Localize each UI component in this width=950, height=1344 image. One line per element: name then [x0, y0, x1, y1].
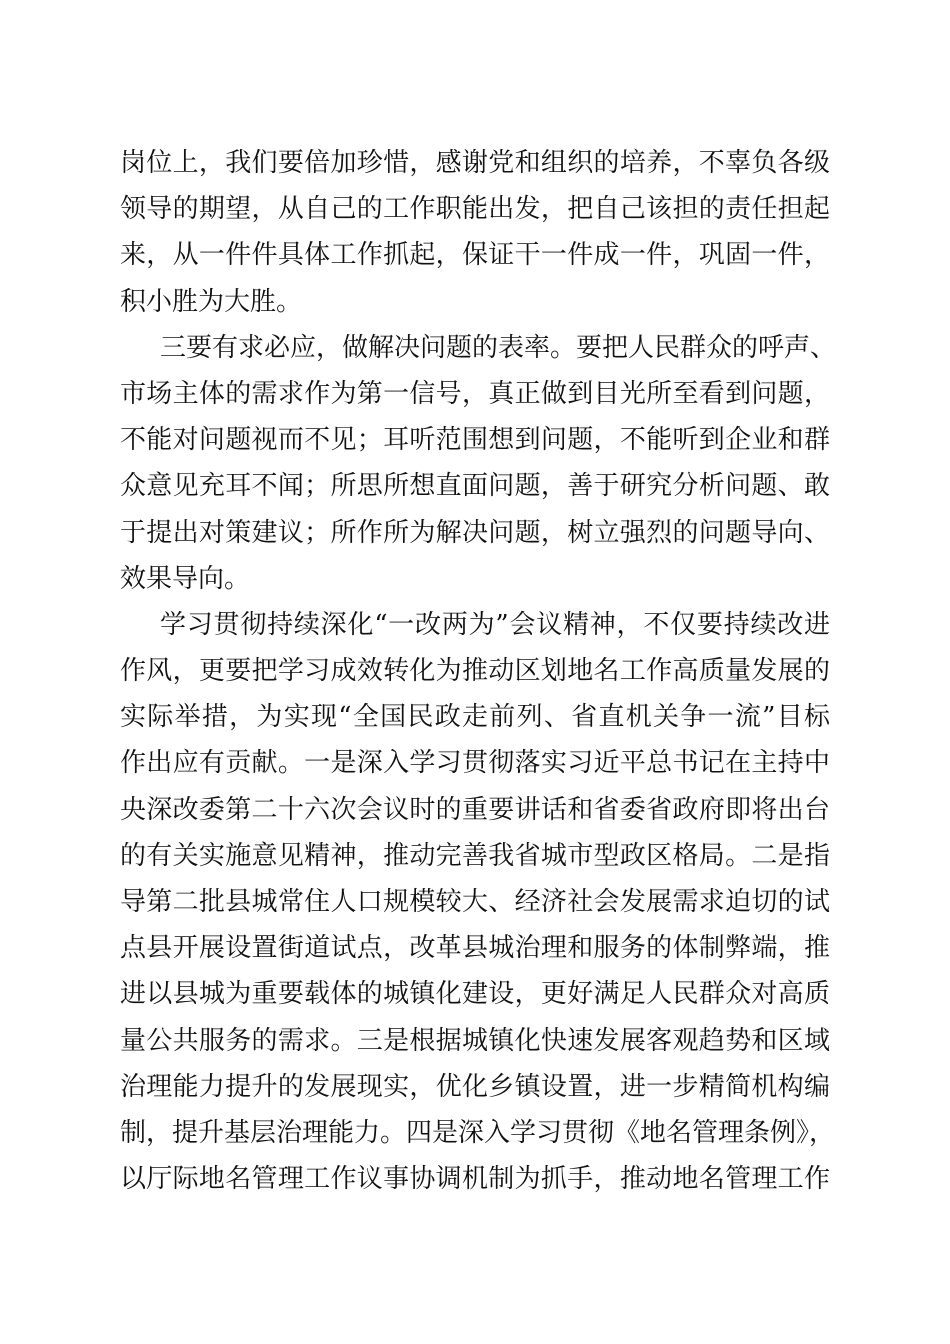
text-line: 以厅际地名管理工作议事协调机制为抓手，推动地名管理工作: [120, 1164, 830, 1195]
text-line: 于提出对策建议；所作所为解决问题，树立强烈的问题导向、: [120, 517, 830, 548]
text-line: 作风，更要把学习成效转化为推动区划地名工作高质量发展的: [120, 656, 830, 687]
text-line: 众意见充耳不闻；所思所想直面问题，善于研究分析问题、敢: [120, 471, 830, 502]
paragraph-start-line: 三要有求必应，做解决问题的表率。要把人民群众的呼声、: [160, 332, 837, 363]
text-line: 不能对问题视而不见；耳听范围想到问题，不能听到企业和群: [120, 425, 830, 456]
text-line: 领导的期望，从自己的工作职能出发，把自己该担的责任担起: [120, 194, 830, 225]
text-line: 实际举措，为实现“全国民政走前列、省直机关争一流”目标: [120, 702, 830, 733]
text-line: 来，从一件件具体工作抓起，保证干一件成一件，巩固一件，: [120, 240, 830, 271]
text-line: 效果导向。: [120, 563, 251, 594]
text-line: 的有关实施意见精神，推动完善我省城市型政区格局。二是指: [120, 840, 830, 871]
text-line: 制，提升基层治理能力。四是深入学习贯彻《地名管理条例》，: [120, 1117, 836, 1148]
text-line: 市场主体的需求作为第一信号，真正做到目光所至看到问题，: [120, 378, 830, 409]
text-line: 治理能力提升的发展现实，优化乡镇设置，进一步精简机构编: [120, 1071, 830, 1102]
document-body: [120, 140, 837, 1202]
text-line: 量公共服务的需求。三是根据城镇化快速发展客观趋势和区域: [120, 1025, 830, 1056]
text-line: 岗位上，我们要倍加珍惜，感谢党和组织的培养，不辜负各级: [120, 148, 830, 178]
text-line: 点县开展设置街道试点，改革县城治理和服务的体制弊端，推: [120, 933, 830, 964]
text-line: 央深改委第二十六次会议时的重要讲话和省委省政府即将出台: [120, 794, 830, 825]
paragraph-start-line: 学习贯彻持续深化“一改两为”会议精神，不仅要持续改进: [160, 609, 830, 640]
text-line: 积小胜为大胜。: [120, 286, 303, 317]
text-line: 进以县城为重要载体的城镇化建设，更好满足人民群众对高质: [120, 979, 830, 1010]
text-line: 作出应有贡献。一是深入学习贯彻落实习近平总书记在主持中: [120, 748, 830, 779]
text-line: 导第二批县城常住人口规模较大、经济社会发展需求迫切的试: [120, 887, 830, 917]
